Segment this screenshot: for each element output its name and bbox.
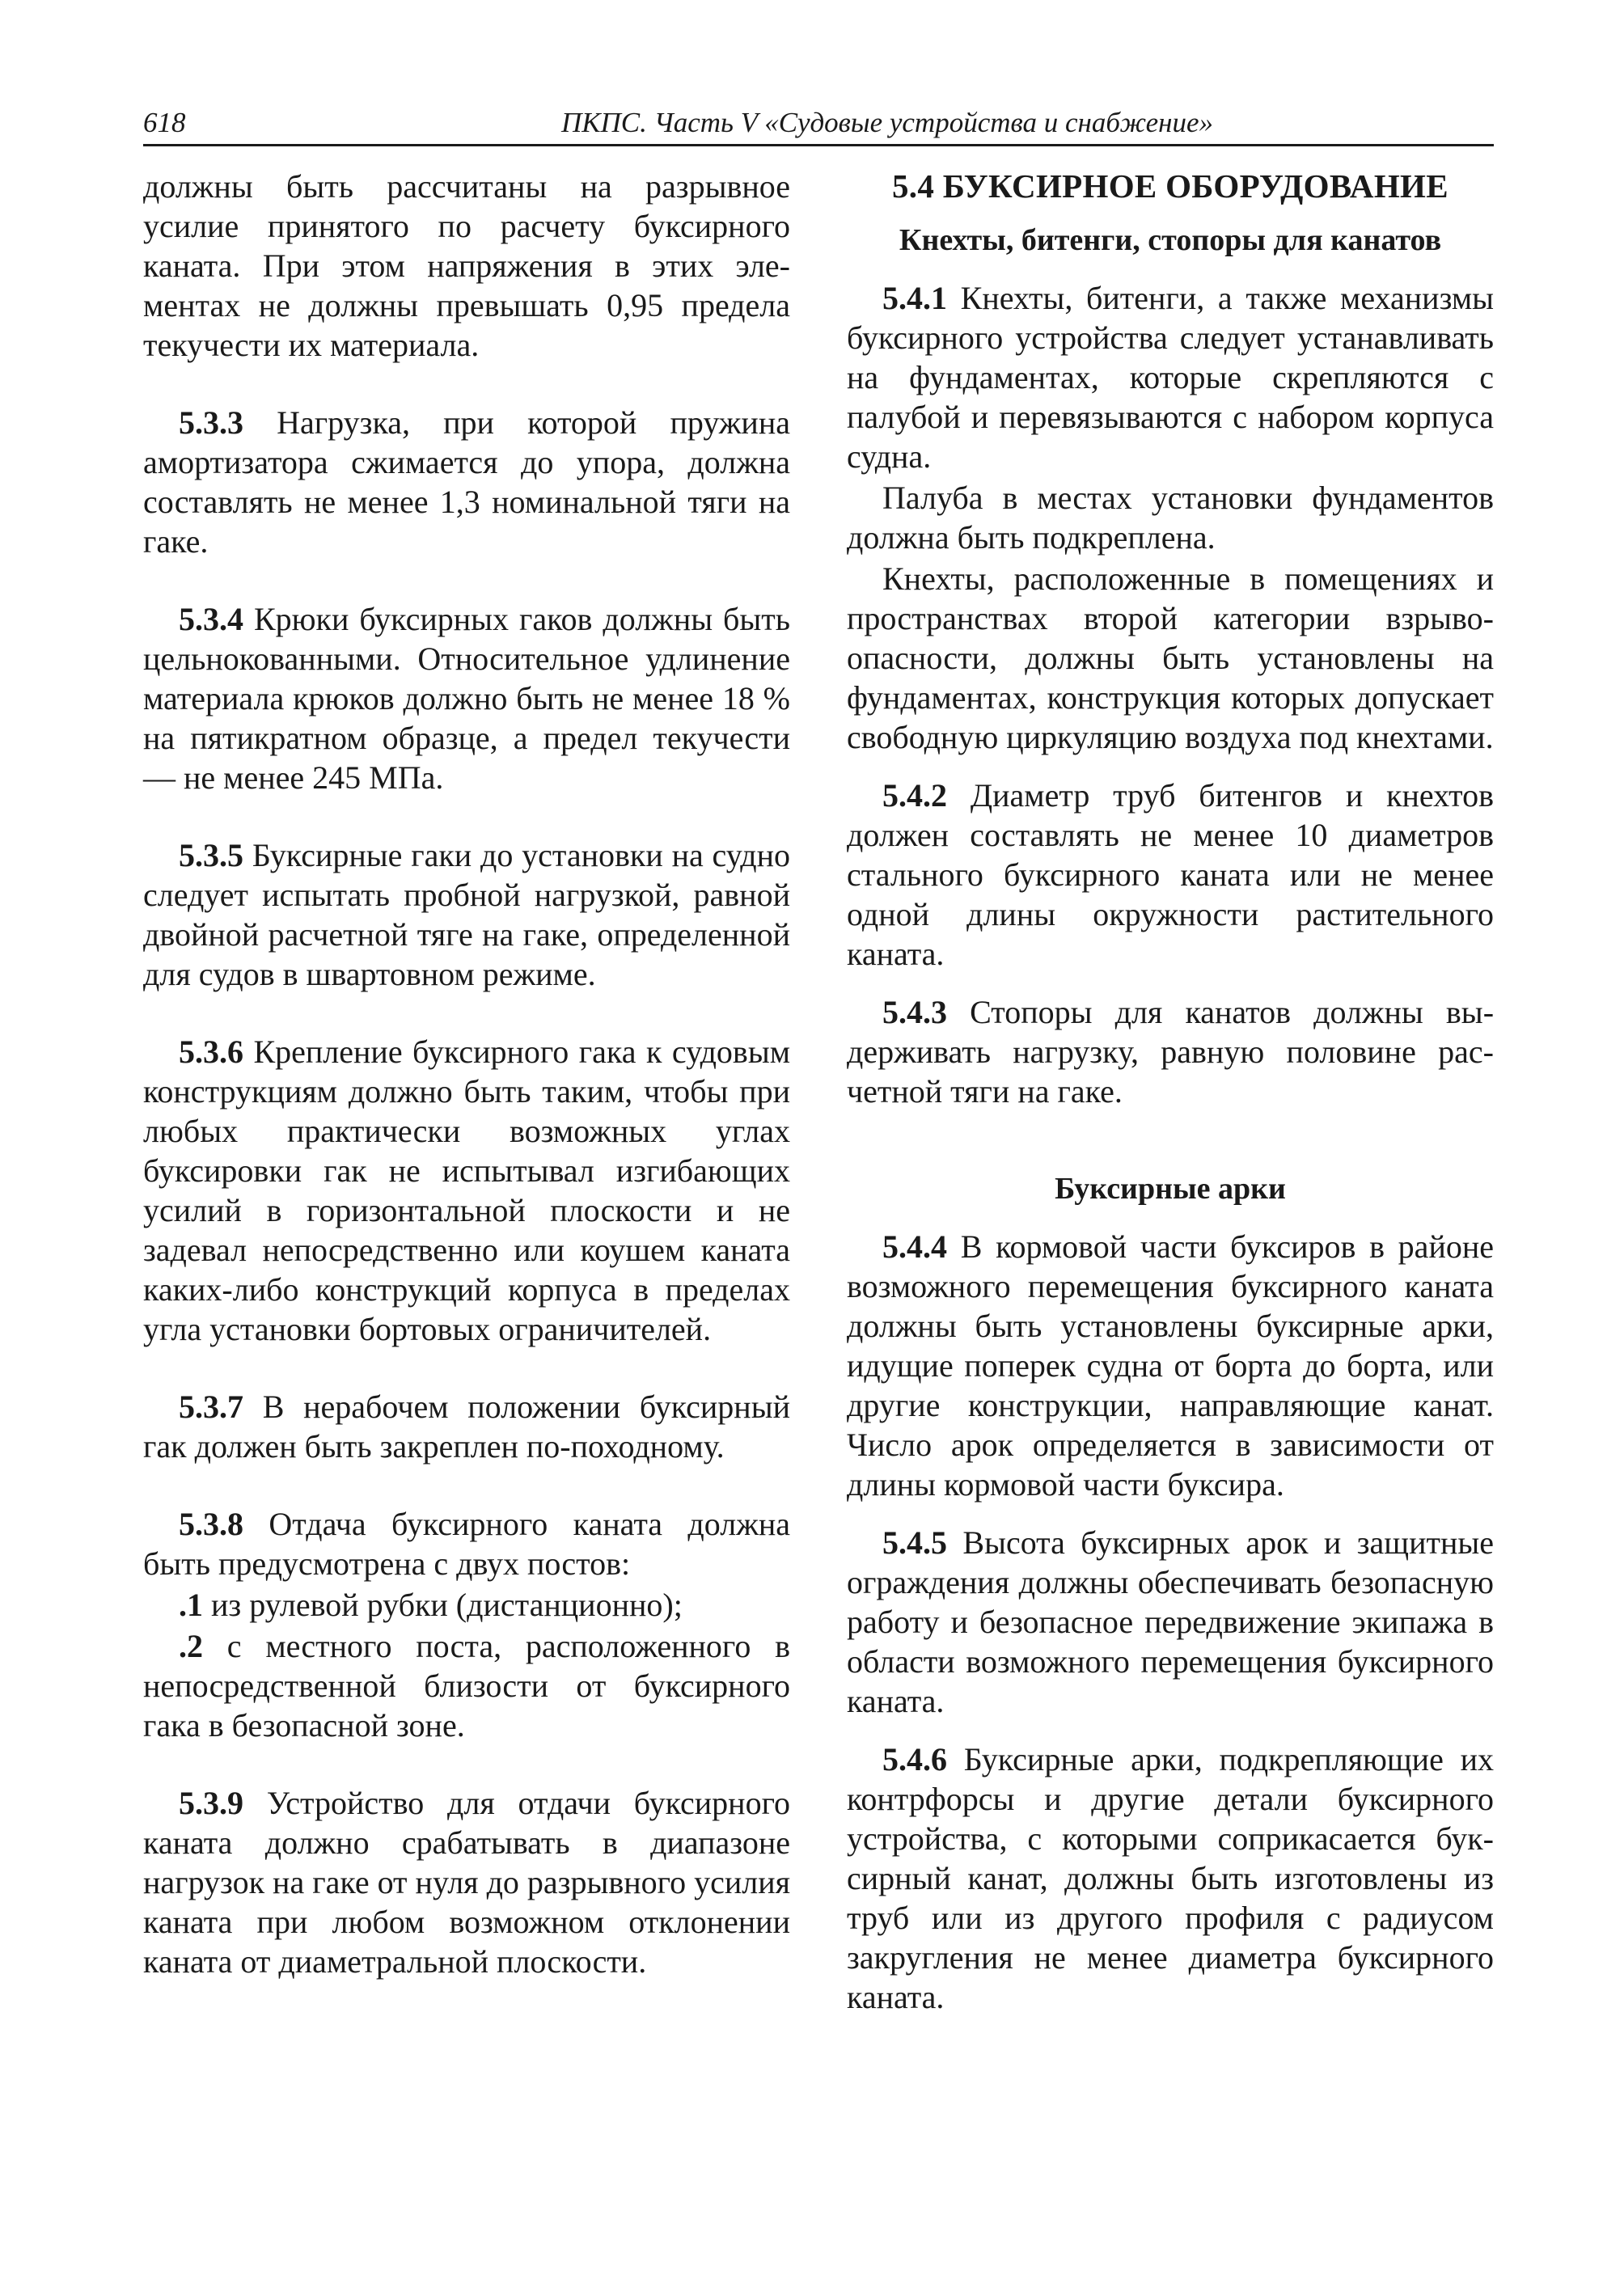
paragraph-5-3-3	[143, 403, 790, 561]
paragraph-5-4-4	[847, 1227, 1494, 1504]
paragraph-5-4-5	[847, 1523, 1494, 1721]
paragraph-5-3-6	[143, 1032, 790, 1349]
clause-text: Диаметр труб битенгов и кнехтов должен составлять не менее 10 диаметров стального буксирного каната или не менее одной длины окружности растительного каната.	[847, 777, 1495, 972]
right-column	[847, 167, 1494, 2017]
clause-text: В кормовой части буксиров в районе возможного перемещения буксирного каната должны быть установлены буксирные арки, идущие поперек судна от борта до борта, или другие конструкции, направляющие канат. Число арок определяется в зависимости от длины кормовой части буксира.	[847, 1228, 1495, 1503]
clause-text: В нерабочем положении буксирный гак должен быть закреплен по-походному.	[143, 1389, 790, 1465]
clause-number: 5.3.8	[179, 1506, 243, 1542]
list-item-number: .1	[179, 1587, 203, 1623]
clause-text: Стопоры для канатов должны выдерживать нагрузку, равную половине расчетной тяги на гаке.	[847, 994, 1495, 1110]
list-item-1	[143, 1585, 790, 1625]
clause-text: Отдача буксирного каната должна быть предусмотрена с двух постов:	[143, 1506, 791, 1582]
list-item-text: с местного поста, расположенного в непосредственной близости от буксирного гака в безопасной зоне.	[143, 1628, 791, 1744]
subsection-heading: Кнехты, битенги, стопоры для канатов	[899, 223, 1442, 257]
section-heading: 5.4 БУКСИРНОЕ ОБОРУДОВАНИЕ	[892, 167, 1448, 205]
running-head-title: ПКПС. Часть V «Судовые устройства и снабжение»	[560, 107, 1214, 138]
paragraph-5-3-9	[143, 1783, 790, 1981]
running-head	[143, 104, 1494, 146]
paragraph-5-4-1	[847, 278, 1494, 476]
list-item-text: из рулевой рубки (дистанционно);	[211, 1587, 683, 1623]
clause-text: Буксирные арки, подкрепляющие их контрфорсы и другие детали буксирного устройства, с которыми соприкасается буксирный канат, должны быть изготовлены из труб или из другого профиля с радиусом закругления не менее диаметра буксирного каната.	[847, 1741, 1494, 2015]
paragraph-bollards: Кнехты, расположенные в помещениях и пространствах второй категории взрывоопасности, должны быть установлены на фундаментах, конструкция которых допускает свободную циркуляцию воздуха под кнехтами.	[847, 560, 1494, 755]
list-item-number: .2	[179, 1628, 203, 1664]
clause-text: Крепление буксирного гака к судовым конструкциям должно быть таким, чтобы при любых практически возможных углах буксировки гак не испытывал изгибающих усилий в горизонтальной плоскости и не задевал непосредственно или коушем каната каких-либо конструкций корпуса в пределах угла установки бортовых ограничителей.	[143, 1033, 791, 1347]
clause-number: 5.3.3	[179, 404, 243, 441]
paragraph-deck: Палуба в местах установки фундаментов должна быть подкреплена.	[847, 480, 1494, 556]
paragraph-5-4-3	[847, 992, 1494, 1111]
clause-number: 5.3.6	[179, 1033, 243, 1070]
clause-number: 5.3.5	[179, 837, 243, 873]
clause-number: 5.4.1	[882, 280, 947, 316]
clause-text: Крюки буксирных гаков должны быть цельнокованными. Относительное удлинение материала крюков должно быть не менее 18 % на пятикратном образце, а предел текучести — не менее 245 МПа.	[143, 601, 791, 796]
clause-number: 5.3.9	[179, 1785, 243, 1821]
paragraph-5-4-6	[847, 1739, 1494, 2017]
clause-text: Устройство для отдачи буксирного каната должно срабатывать в диапазоне нагрузок на гаке от нуля до разрывного усилия каната при любом возможном отклонении каната от диаметральной плоскости.	[143, 1785, 790, 1980]
left-column	[143, 167, 790, 1981]
clause-text: Буксирные гаки до установки на судно следует испытать пробной нагрузкой, равной двойной расчетной тяге на гаке, определенной для судов в швартовном режиме.	[143, 837, 791, 992]
page-number: 618	[143, 107, 186, 138]
paragraph-5-4-2	[847, 776, 1494, 974]
list-item-2	[143, 1626, 790, 1745]
clause-number: 5.3.7	[179, 1389, 243, 1425]
clause-number: 5.4.6	[882, 1741, 947, 1777]
clause-number: 5.4.5	[882, 1524, 947, 1561]
continued-paragraph: должны быть рассчитаны на разрывное усилие принятого по расчету буксирного каната. При этом напряжения в этих элементах не должны превышать 0,95 предела текучести их материала.	[143, 168, 790, 363]
paragraph-5-3-8	[143, 1504, 790, 1583]
paragraph-5-3-4	[143, 599, 790, 797]
clause-text: Нагрузка, при которой пружина амортизатора сжимается до упора, должна составлять не менее 1,3 номинальной тяги на гаке.	[143, 404, 790, 560]
clause-number: 5.3.4	[179, 601, 243, 637]
clause-text: Высота буксирных арок и защитные ограждения должны обеспечивать безопасную работу и безопасное передвижение экипажа в области возможного перемещения буксирного каната.	[847, 1524, 1494, 1719]
clause-number: 5.4.4	[882, 1228, 947, 1265]
subsection-heading: Буксирные арки	[1055, 1172, 1286, 1206]
paragraph-5-3-5	[143, 835, 790, 994]
paragraph-5-3-7	[143, 1387, 790, 1466]
clause-number: 5.4.2	[882, 777, 947, 814]
clause-number: 5.4.3	[882, 994, 947, 1030]
clause-text: Кнехты, битенги, а также механизмы буксирного устройства следует устанавливать на фундаментах, которые скрепляются с палубой и перевязываются с набором корпуса судна.	[847, 280, 1495, 475]
